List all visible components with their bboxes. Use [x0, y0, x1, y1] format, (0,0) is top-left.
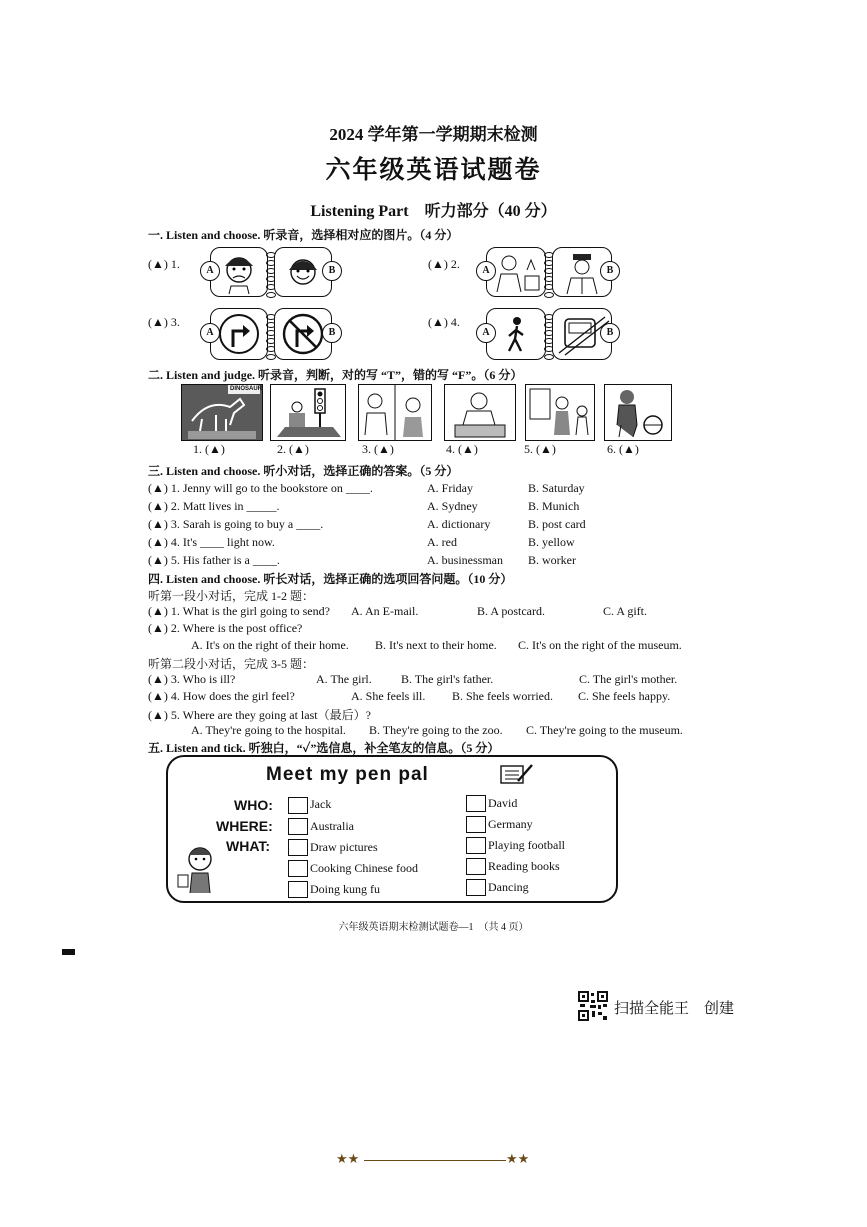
- judge-label-4: 4. (▲): [446, 442, 478, 456]
- who-label: WHO:: [234, 797, 273, 813]
- checkbox-cooking-chinese-food[interactable]: [288, 860, 308, 877]
- s4-q2-option-c: C. It's on the right of the museum.: [518, 638, 682, 652]
- qr-code-icon: [578, 991, 608, 1021]
- checkbox-dancing[interactable]: [466, 879, 486, 896]
- sick-patient-icon: [359, 385, 431, 440]
- checkbox-germany[interactable]: [466, 816, 486, 833]
- s3-option-b-4: B. yellow: [528, 535, 575, 549]
- s3-option-a-5: A. businessman: [427, 553, 503, 567]
- boy-basketball-icon: [605, 385, 671, 440]
- family-scene-photo: [525, 384, 595, 441]
- s4-question-5: (▲) 5. Where are they going at last（最后）?: [148, 708, 371, 722]
- s4-q2-option-b: B. It's next to their home.: [375, 638, 497, 652]
- s3-question-5: (▲) 5. His father is a ____.: [148, 553, 280, 567]
- option-david: David: [488, 796, 518, 810]
- exam-title: 六年级英语试题卷: [325, 157, 542, 184]
- section5-heading: 五. Listen and tick. 听独白，“✓”选信息，补全笔友的信息。（5 分）: [148, 741, 500, 755]
- museum-sign: DINOSAUR: [230, 386, 263, 392]
- s3-option-a-1: A. Friday: [427, 481, 473, 495]
- exam-year-title: 2024 学年第一学期期末检测: [329, 125, 538, 144]
- man-writing-icon: [445, 385, 515, 440]
- option-jack: Jack: [310, 797, 332, 811]
- s3-option-b-5: B. worker: [528, 553, 576, 567]
- s4-q5-option-a: A. They're going to the hospital.: [191, 723, 346, 737]
- spiral-binding: [266, 314, 274, 362]
- sick-boy-doctor-photo: [358, 384, 432, 441]
- option-germany: Germany: [488, 817, 533, 831]
- section2-heading: 二. Listen and judge. 听录音，判断，对的写 “T”，错的写 “F”。（6 分）: [148, 368, 523, 382]
- option-cooking-chinese-food: Cooking Chinese food: [310, 861, 418, 875]
- scanner-watermark: 扫描全能王 创建: [614, 999, 735, 1017]
- s4-q1-option-c: C. A gift.: [603, 604, 648, 618]
- s3-option-a-2: A. Sydney: [427, 499, 478, 513]
- checkbox-australia[interactable]: [288, 818, 308, 835]
- option-draw-pictures: Draw pictures: [310, 840, 378, 854]
- q1-label: (▲) 1.: [148, 257, 180, 271]
- q2-label: (▲) 2.: [428, 257, 460, 271]
- s3-option-a-4: A. red: [427, 535, 457, 549]
- card-title: Meet my pen pal: [266, 764, 429, 785]
- judge-label-2: 2. (▲): [277, 442, 309, 456]
- decor-stars-left: ★★: [336, 1151, 360, 1166]
- s3-question-4: (▲) 4. It's ____ light now.: [148, 535, 275, 549]
- s3-option-b-2: B. Munich: [528, 499, 580, 513]
- option-b-marker: B: [600, 261, 620, 281]
- judge-label-1: 1. (▲): [193, 442, 225, 456]
- checkbox-draw-pictures[interactable]: [288, 839, 308, 856]
- section1-heading: 一. Listen and choose. 听录音，选择相对应的图片。（4 分）: [148, 228, 459, 242]
- checkbox-doing-kung-fu[interactable]: [288, 881, 308, 898]
- what-label: WHAT:: [226, 838, 271, 854]
- listening-part-title: Listening Part 听力部分（40 分）: [310, 203, 557, 220]
- traffic-light-icon: [271, 385, 345, 440]
- section3-heading: 三. Listen and choose. 听小对话，选择正确的答案。（5 分）: [148, 464, 459, 478]
- s4-q1-option-a: A. An E-mail.: [351, 604, 419, 618]
- spiral-binding: [544, 314, 552, 362]
- option-australia: Australia: [310, 819, 354, 833]
- option-a-marker: A: [476, 261, 496, 281]
- decor-stars-right: ★★: [506, 1151, 530, 1166]
- option-doing-kung-fu: Doing kung fu: [310, 882, 380, 896]
- option-playing-football: Playing football: [488, 838, 565, 852]
- dinosaur-museum-photo: [181, 384, 263, 441]
- s3-option-a-3: A. dictionary: [427, 517, 491, 531]
- where-label: WHERE:: [216, 818, 273, 834]
- s4-question-2: (▲) 2. Where is the post office?: [148, 621, 303, 635]
- option-b-marker: B: [322, 261, 342, 281]
- notepad-pencil-icon: [498, 761, 534, 787]
- dinosaur-skeleton-icon: [182, 385, 262, 440]
- option-b-marker: B: [600, 323, 620, 343]
- s3-option-b-1: B. Saturday: [528, 481, 585, 495]
- family-scene-icon: [526, 385, 594, 440]
- s3-question-1: (▲) 1. Jenny will go to the bookstore on ____.: [148, 481, 373, 495]
- s4-q1-option-b: B. A postcard.: [477, 604, 545, 618]
- man-writing-photo: [444, 384, 516, 441]
- s4-q4-option-b: B. She feels worried.: [452, 689, 553, 703]
- option-a-marker: A: [476, 323, 496, 343]
- s3-option-b-3: B. post card: [528, 517, 586, 531]
- section4-heading: 四. Listen and choose. 听长对话，选择正确的选项回答问题。（10 分）: [148, 572, 513, 586]
- option-b-marker: B: [322, 323, 342, 343]
- boy-basketball-photo: [604, 384, 672, 441]
- s4-q2-option-a: A. It's on the right of their home.: [191, 638, 349, 652]
- s4-question-3: (▲) 3. Who is ill?: [148, 672, 236, 686]
- spiral-binding: [544, 252, 552, 300]
- s3-question-3: (▲) 3. Sarah is going to buy a ____.: [148, 517, 324, 531]
- checkbox-playing-football[interactable]: [466, 837, 486, 854]
- s4-part1-instruction: 听第一段小对话，完成 1-2 题：: [148, 589, 314, 603]
- checkbox-jack[interactable]: [288, 797, 308, 814]
- s4-q4-option-c: C. She feels happy.: [578, 689, 671, 703]
- scan-mark: [62, 949, 75, 955]
- s4-q4-option-a: A. She feels ill.: [351, 689, 426, 703]
- q3-label: (▲) 3.: [148, 315, 180, 329]
- judge-label-6: 6. (▲): [607, 442, 639, 456]
- s4-part2-instruction: 听第二段小对话，完成 3-5 题：: [148, 657, 314, 671]
- option-a-marker: A: [200, 261, 220, 281]
- checkbox-reading-books[interactable]: [466, 858, 486, 875]
- page-footer: 六年级英语期末检测试题卷—1 （共 4 页）: [338, 922, 529, 933]
- judge-label-5: 5. (▲): [524, 442, 556, 456]
- s4-q5-option-c: C. They're going to the museum.: [526, 723, 683, 737]
- s4-question-1: (▲) 1. What is the girl going to send?: [148, 604, 330, 618]
- s4-q5-option-b: B. They're going to the zoo.: [369, 723, 503, 737]
- decor-line: [364, 1160, 506, 1161]
- pen-pal-card: [166, 755, 618, 903]
- s4-q3-option-c: C. The girl's mother.: [579, 672, 678, 686]
- option-reading-books: Reading books: [488, 859, 560, 873]
- s4-q3-option-b: B. The girl's father.: [401, 672, 494, 686]
- option-a-marker: A: [200, 323, 220, 343]
- judge-label-3: 3. (▲): [362, 442, 394, 456]
- boy-cartoon-icon: [174, 841, 220, 897]
- option-dancing: Dancing: [488, 880, 529, 894]
- checkbox-david[interactable]: [466, 795, 486, 812]
- s4-question-4: (▲) 4. How does the girl feel?: [148, 689, 295, 703]
- s4-q3-option-a: A. The girl.: [316, 672, 372, 686]
- spiral-binding: [266, 252, 274, 300]
- traffic-light-photo: [270, 384, 346, 441]
- q4-label: (▲) 4.: [428, 315, 460, 329]
- s3-question-2: (▲) 2. Matt lives in _____.: [148, 499, 280, 513]
